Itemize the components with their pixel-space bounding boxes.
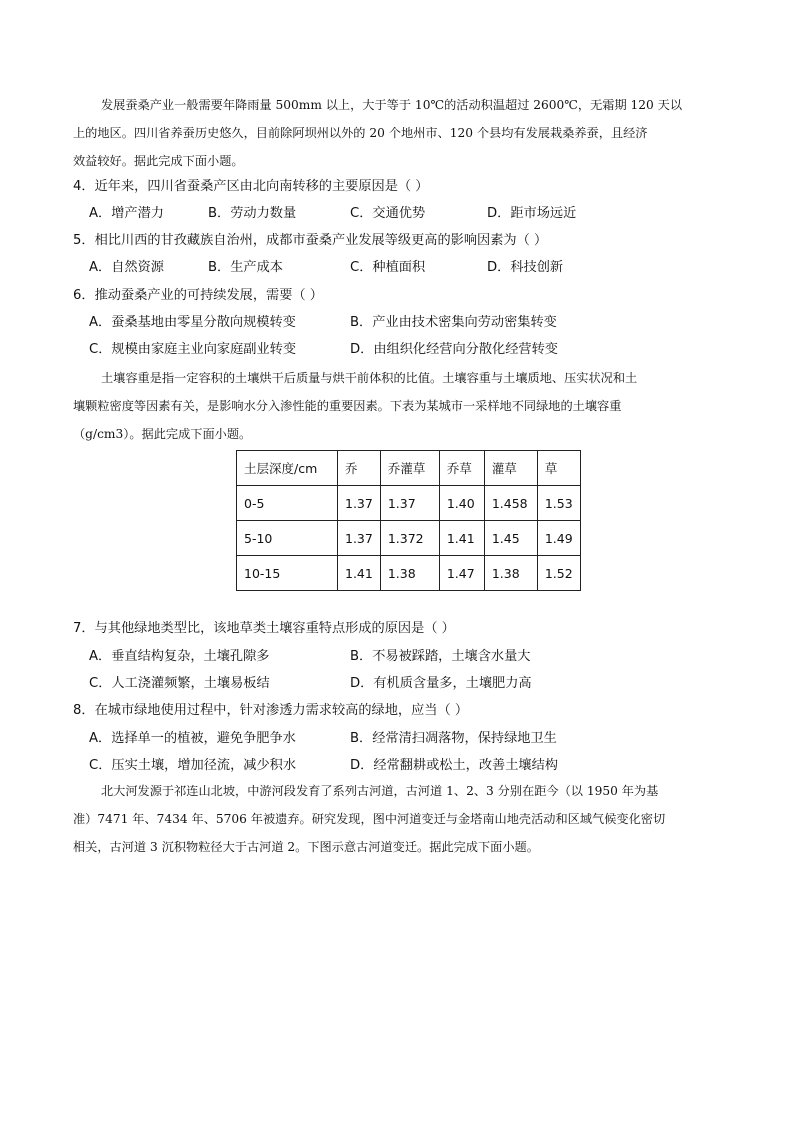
table-cell: 5-10 [237, 521, 338, 556]
option-c[interactable]: C．压实土壤，增加径流，减少积水 [89, 758, 297, 773]
question-6-options [89, 309, 729, 363]
table-header-row [237, 451, 581, 486]
table-cell: 1.47 [439, 556, 484, 591]
option-row [89, 643, 729, 670]
table-cell: 1.38 [484, 556, 537, 591]
table-cell: 1.40 [439, 486, 484, 521]
option-d[interactable]: D．科技创新 [487, 260, 564, 275]
question-8-stem: 8．在城市绿地使用过程中，针对渗透力需求较高的绿地，应当（ ） [73, 703, 469, 718]
table-cell: 1.41 [439, 521, 484, 556]
table-cell: 1.37 [380, 486, 439, 521]
option-d[interactable]: D．有机质含量多，土壤肥力高 [350, 676, 532, 691]
question-5-options [89, 254, 729, 281]
question-4-options [89, 200, 729, 227]
option-b[interactable]: B．不易被踩踏，土壤含水量大 [350, 649, 531, 664]
option-row [89, 254, 729, 281]
table-row [237, 556, 581, 591]
table-cell: 0-5 [237, 486, 338, 521]
paragraph-line: （g/cm3）。据此完成下面小题。 [73, 427, 252, 441]
paragraph-line: 发展蚕桑产业一般需要年降雨量 500mm 以上，大于等于 10℃的活动积温超过 2600℃，无霜期 120 天以 [101, 98, 683, 112]
table-cell: 1.372 [380, 521, 439, 556]
option-b[interactable]: B．经常清扫凋落物，保持绿地卫生 [350, 731, 557, 746]
option-row [89, 725, 729, 752]
table-header-cell: 乔 [338, 451, 381, 486]
option-c[interactable]: C．交通优势 [350, 206, 426, 221]
paragraph-line: 土壤容重是指一定容积的土壤烘干后质量与烘干前体积的比值。土壤容重与土壤质地、压实状况和土 [101, 371, 638, 385]
table-row [237, 486, 581, 521]
paragraph-line: 北大河发源于祁连山北坡，中游河段发育了系列古河道，古河道 1、2、3 分别在距今（以 1950 年为基 [101, 784, 659, 798]
option-a[interactable]: A．蚕桑基地由零星分散向规模转变 [89, 315, 296, 330]
option-row [89, 200, 729, 227]
option-a[interactable]: A．选择单一的植被，避免争肥争水 [89, 731, 296, 746]
table-cell: 1.41 [338, 556, 381, 591]
intro-paragraph-river [73, 777, 723, 861]
option-b[interactable]: B．生产成本 [208, 260, 283, 275]
option-c[interactable]: C．规模由家庭主业向家庭副业转变 [89, 342, 297, 357]
option-a[interactable]: A．自然资源 [89, 260, 164, 275]
intro-paragraph-sericulture [73, 91, 723, 175]
option-a[interactable]: A．垂直结构复杂，土壤孔隙多 [89, 649, 270, 664]
table-cell: 1.52 [537, 556, 580, 591]
paragraph-line: 相关，古河道 3 沉积物粒径大于古河道 2。下图示意古河道变迁。据此完成下面小题。 [73, 840, 539, 854]
table-header-cell: 乔灌草 [380, 451, 439, 486]
table-cell: 1.38 [380, 556, 439, 591]
option-c[interactable]: C．人工浇灌频繁，土壤易板结 [89, 676, 270, 691]
question-6-stem: 6．推动蚕桑产业的可持续发展，需要（ ） [73, 288, 323, 303]
table-header-cell: 草 [537, 451, 580, 486]
table-cell: 1.53 [537, 486, 580, 521]
table-header-cell: 乔草 [439, 451, 484, 486]
table-cell: 10-15 [237, 556, 338, 591]
question-8-options [89, 725, 729, 779]
table-cell: 1.49 [537, 521, 580, 556]
question-7-stem: 7．与其他绿地类型比，该地草类土壤容重特点形成的原因是（ ） [73, 621, 455, 636]
paragraph-line: 效益较好。据此完成下面小题。 [73, 154, 244, 168]
option-a[interactable]: A．增产潜力 [89, 206, 164, 221]
soil-density-table [236, 450, 581, 591]
table-cell: 1.37 [338, 486, 381, 521]
paragraph-line: 上的地区。四川省养蚕历史悠久，目前除阿坝州以外的 20 个地州市、120 个县均有发展栽桑养蚕，且经济 [73, 126, 648, 140]
option-b[interactable]: B．产业由技术密集向劳动密集转变 [350, 315, 557, 330]
option-b[interactable]: B．劳动力数量 [208, 206, 297, 221]
option-row [89, 670, 729, 697]
table-cell: 1.45 [484, 521, 537, 556]
question-4-stem: 4．近年来，四川省蚕桑产区由北向南转移的主要原因是（ ） [73, 179, 429, 194]
option-d[interactable]: D．距市场远近 [487, 206, 577, 221]
option-d[interactable]: D．由组织化经营向分散化经营转变 [350, 342, 558, 357]
intro-paragraph-soil [73, 364, 723, 448]
table-row [237, 521, 581, 556]
table-cell: 1.37 [338, 521, 381, 556]
question-7-options [89, 643, 729, 697]
table-cell: 1.458 [484, 486, 537, 521]
option-row [89, 752, 729, 779]
table-header-cell: 灌草 [484, 451, 537, 486]
option-row [89, 336, 729, 363]
option-row [89, 309, 729, 336]
question-5-stem: 5．相比川西的甘孜藏族自治州，成都市蚕桑产业发展等级更高的影响因素为（ ） [73, 233, 548, 248]
paragraph-line: 壤颗粒密度等因素有关，是影响水分入渗性能的重要因素。下表为某城市一采样地不同绿地的土壤容重 [73, 399, 622, 413]
option-d[interactable]: D．经常翻耕或松土，改善土壤结构 [350, 758, 558, 773]
table-header-cell: 土层深度/cm [237, 451, 338, 486]
paragraph-line: 准）7471 年、7434 年、5706 年被遗弃。研究发现，图中河道变迁与金塔南山地壳活动和区域气候变化密切 [73, 812, 666, 826]
option-c[interactable]: C．种植面积 [350, 260, 426, 275]
